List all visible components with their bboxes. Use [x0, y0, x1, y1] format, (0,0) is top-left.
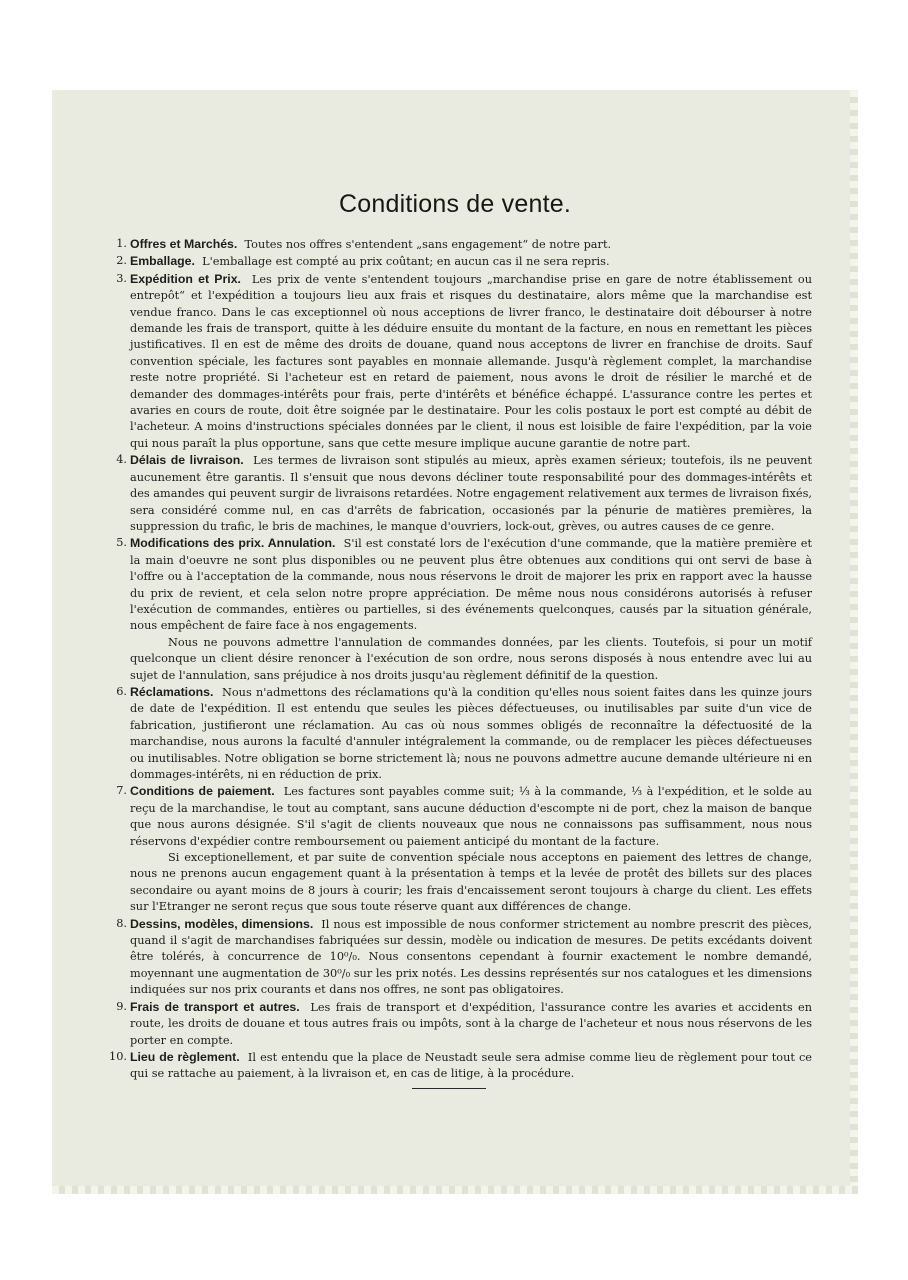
- condition-item-5: [108, 535, 812, 684]
- item-text: Les prix de vente s'entendent toujours „marchandise prise en gare de notre établissement ou entrepôt“ et l'expédition a toujours lieu aux frais et risques du destinataire, alors même que la marchandise est vendue franco. Dans le cas exceptionnel où nous acceptions de livrer franco, le destinataire doit débourser à notre demande les frais de transport, quitte à les déduire ensuite du montant de la facture, en nous en remettant les pièces justificatives. Il en est de même des droits de douane, quand nous acceptons de livrer en franchise de droits. Sauf convention spéciale, les factures sont payables en monnaie allemande. Jusqu'à règlement complet, la marchandise reste notre propriété. Si l'acheteur est en retard de paiement, nous avons le droit de résilier le marché et de demander des dommages-intérêts pour frais, perte d'intérêts et bénéfice échappé. L'assurance contre les pertes et avaries en cours de route, doit être soignée par le destinataire. Pour les colis postaux le port est compté au débit de l'acheteur. A moins d'instructions spéciales données par le client, il nous est loisible de faire l'expédition, par la voie qui nous paraît la plus opportune, sans que cette mesure implique aucune garantie de notre part.: [130, 272, 813, 450]
- item-number: 5.: [116, 536, 127, 550]
- item-number: 3.: [116, 271, 127, 285]
- item-number: 7.: [116, 784, 127, 798]
- deckled-edge-right: [850, 90, 858, 1194]
- condition-item-9: [108, 999, 812, 1049]
- document-page: [52, 90, 858, 1194]
- item-text: S'il est constaté lors de l'exécution d'une commande, que la matière première et la main d'oeuvre ne sont plus disponibles ou ne peuvent plus être obtenues aux conditions qui ont servi de base à l'offre ou à l'acceptation de la commande, nous nous réservons le droit de majorer les prix en rapport avec la hausse du prix de revient, et cela selon notre propre appréciation. De même nous nous considérons autorisés à refuser l'exécution de commandes, entières ou partielles, si des événements quelconques, causés par la situation générale, nous empêchent de faire face à nos engagements.: [130, 537, 812, 633]
- item-number: 2.: [116, 254, 127, 268]
- condition-item-3: [108, 271, 812, 452]
- item-heading: Offres et Marchés.: [130, 237, 238, 251]
- item-text: L'emballage est compté au prix coûtant; en aucun cas il ne sera repris.: [202, 255, 610, 269]
- item-heading: Lieu de règlement.: [130, 1049, 240, 1064]
- item-text: Nous n'admettons des réclamations qu'à la condition qu'elles nous soient faites dans les quinze jours de date de l'expédition. Il est entendu que seules les pièces défectueuses, ou inutilisables par suite d'un vice de fabrication, justifieront une réclamation. Au cas où nous sommes obligés de reconnaître la défectuosité de la marchandise, nous aurons la faculté d'annuler intégralement la commande, ou de remplacer les pièces défectueuses ou inutilisables. Notre obligation se borne strictement là; nous ne pouvons admettre aucune demande ultérieure ni en dommages-intérêts, ni en réduction de prix.: [130, 685, 812, 781]
- item-text: Les termes de livraison sont stipulés au mieux, après examen sérieux; toutefois, ils ne peuvent aucunement être garantis. Il s'ensuit que nous devons décliner toute responsabilité pour des dommages-intérêts et des amandes qui peuvent surgir de livraisons retardées. Notre engagement relativement aux termes de livraison fixés, sera considéré comme nul, en cas d'arrêts de fabrication, occasionés par la pénurie de matières premières, la suppression du trafic, le bris de machines, le manque d'ouvriers, lock-out, grèves, ou autres causes de ce genre.: [130, 454, 812, 533]
- condition-item-8: [108, 916, 812, 999]
- item-heading: Conditions de paiement.: [130, 784, 275, 799]
- closing-rule: [412, 1088, 486, 1089]
- condition-item-2: [108, 253, 812, 270]
- item-number: 9.: [116, 999, 127, 1013]
- item-text: Il est entendu que la place de Neustadt seule sera admise comme lieu de règlement pour tout ce qui se rattache au paiement, à la livraison et, en cas de litige, à la procédure.: [130, 1050, 812, 1081]
- item-heading: Frais de transport et autres.: [130, 999, 300, 1014]
- item-number: 6.: [116, 684, 127, 698]
- item-text-paragraph-2: Nous ne pouvons admettre l'annulation de commandes données, par les clients. Toutefois, si pour un motif quelconque un client désire renoncer à l'exécution de son ordre, nous serons disposés à nous entendre avec lui au sujet de l'annulation, sans préjudice à nos droits jusqu'au règlement définitif de la question.: [130, 635, 812, 682]
- item-heading: Dessins, modèles, dimensions.: [130, 916, 314, 931]
- item-heading: Réclamations.: [130, 684, 214, 699]
- item-heading: Emballage.: [130, 254, 195, 269]
- page-title: Conditions de vente.: [339, 190, 571, 218]
- deckled-edge-bottom: [52, 1186, 858, 1194]
- item-text: Les factures sont payables comme suit; ⅓ à la commande, ⅓ à l'expédition, et le solde au reçu de la marchandise, le tout au comptant, sans aucune déduction d'escompte ni de port, chez la maison de banque que nous aurons désignée. S'il s'agit de clients nouveaux que nous ne connaissons pas suffisamment, nous nous réservons d'expédier contre remboursement ou paiement anticipé du montant de la facture.: [130, 785, 812, 848]
- item-text-paragraph-2: Si exceptionellement, et par suite de convention spéciale nous acceptons en paiement des lettres de change, nous ne prenons aucun engagement quant à la présentation à temps et la levée de protêt des billets sur des places secondaire ou ayant moins de 8 jours à courir; les frais d'encaissement seront toujours à charge du client. Les effets sur l'Etranger ne seront reçus que sous toute réserve quant aux différences de change.: [130, 851, 812, 914]
- condition-item-10: [108, 1049, 812, 1083]
- item-number: 1.: [116, 237, 127, 250]
- item-heading: Délais de livraison.: [130, 453, 244, 468]
- item-text: Il nous est impossible de nous conformer strictement au nombre prescrit des pièces, quand il s'agit de marchandises fabriquées sur dessin, modèle ou indication de mesures. De petits excédants doivent être tolérés, à concurrence de 10⁰/₀. Nous consentons cependant à fournir exactement le nombre demandé, moyennant une augmentation de 30⁰/₀ sur les prix notés. Les dessins représentés sur nos catalogues et les dimensions indiquées sur nos prix courants et dans nos offres, ne sont pas obligatoires.: [130, 917, 812, 997]
- condition-item-4: [108, 452, 812, 535]
- item-number: 4.: [116, 453, 127, 467]
- item-text: Toutes nos offres s'entendent „sans engagement“ de notre part.: [244, 238, 612, 251]
- condition-item-6: [108, 684, 812, 783]
- item-heading: Modifications des prix. Annulation.: [130, 536, 336, 551]
- condition-item-1: [108, 236, 812, 253]
- item-heading: Expédition et Prix.: [130, 271, 241, 286]
- item-text: Les frais de transport et d'expédition, l'assurance contre les avaries et accidents en route, les droits de douane et tous autres frais ou impôts, sont à la charge de l'acheteur et nous nous réservons de les porter en compte.: [130, 1000, 813, 1047]
- condition-item-7: [108, 783, 812, 915]
- item-number: 8.: [116, 916, 127, 930]
- conditions-list: [108, 236, 812, 1083]
- item-number: 10.: [109, 1049, 127, 1063]
